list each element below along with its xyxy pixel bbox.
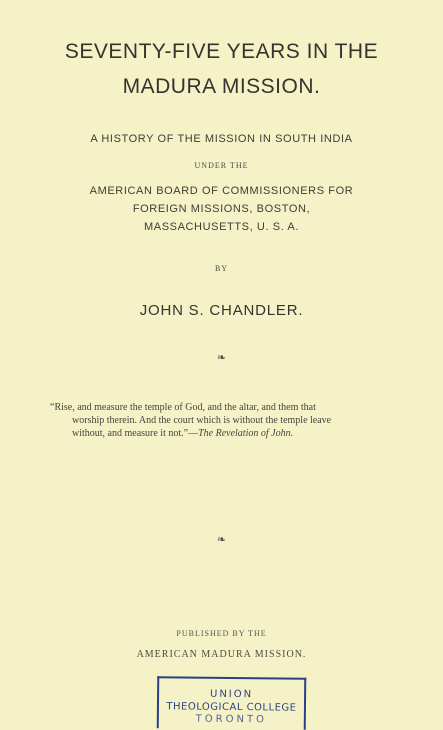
- fleuron-ornament-icon: ❧: [216, 533, 227, 546]
- epigraph-source: The Revelation of John.: [198, 428, 294, 439]
- epigraph-line-1: “Rise, and measure the temple of God, and the altar, and them that: [50, 402, 316, 413]
- library-stamp: [157, 676, 307, 730]
- epigraph-line-3: [50, 427, 405, 440]
- stamp-line-3: TORONTO: [195, 713, 268, 726]
- subtitle-under: UNDER THE: [194, 161, 249, 170]
- board-line-3: MASSACHUSETTS, U. S. A.: [144, 221, 299, 233]
- book-title-line-1: SEVENTY-FIVE YEARS IN THE: [64, 40, 379, 63]
- author-name: JOHN S. CHANDLER.: [139, 302, 304, 319]
- stamp-line-1: UNION: [209, 688, 254, 701]
- epigraph-line-3-text: without, and measure it not.”—: [72, 428, 199, 439]
- epigraph: [50, 401, 405, 440]
- fleuron-ornament-icon: ❧: [216, 351, 227, 364]
- by-label: BY: [214, 264, 229, 273]
- subtitle-line: A HISTORY OF THE MISSION IN SOUTH INDIA: [90, 133, 353, 145]
- publisher-label: PUBLISHED BY THE: [176, 629, 267, 638]
- board-line-1: AMERICAN BOARD OF COMMISSIONERS FOR: [89, 185, 354, 197]
- stamp-line-2: THEOLOGICAL COLLEGE: [166, 701, 297, 714]
- board-line-2: FOREIGN MISSIONS, BOSTON,: [132, 203, 311, 215]
- book-title-line-2: MADURA MISSION.: [122, 75, 321, 98]
- epigraph-line-2: worship therein. And the court which is without the temple leave: [72, 415, 332, 426]
- publisher-name: AMERICAN MADURA MISSION.: [136, 649, 307, 660]
